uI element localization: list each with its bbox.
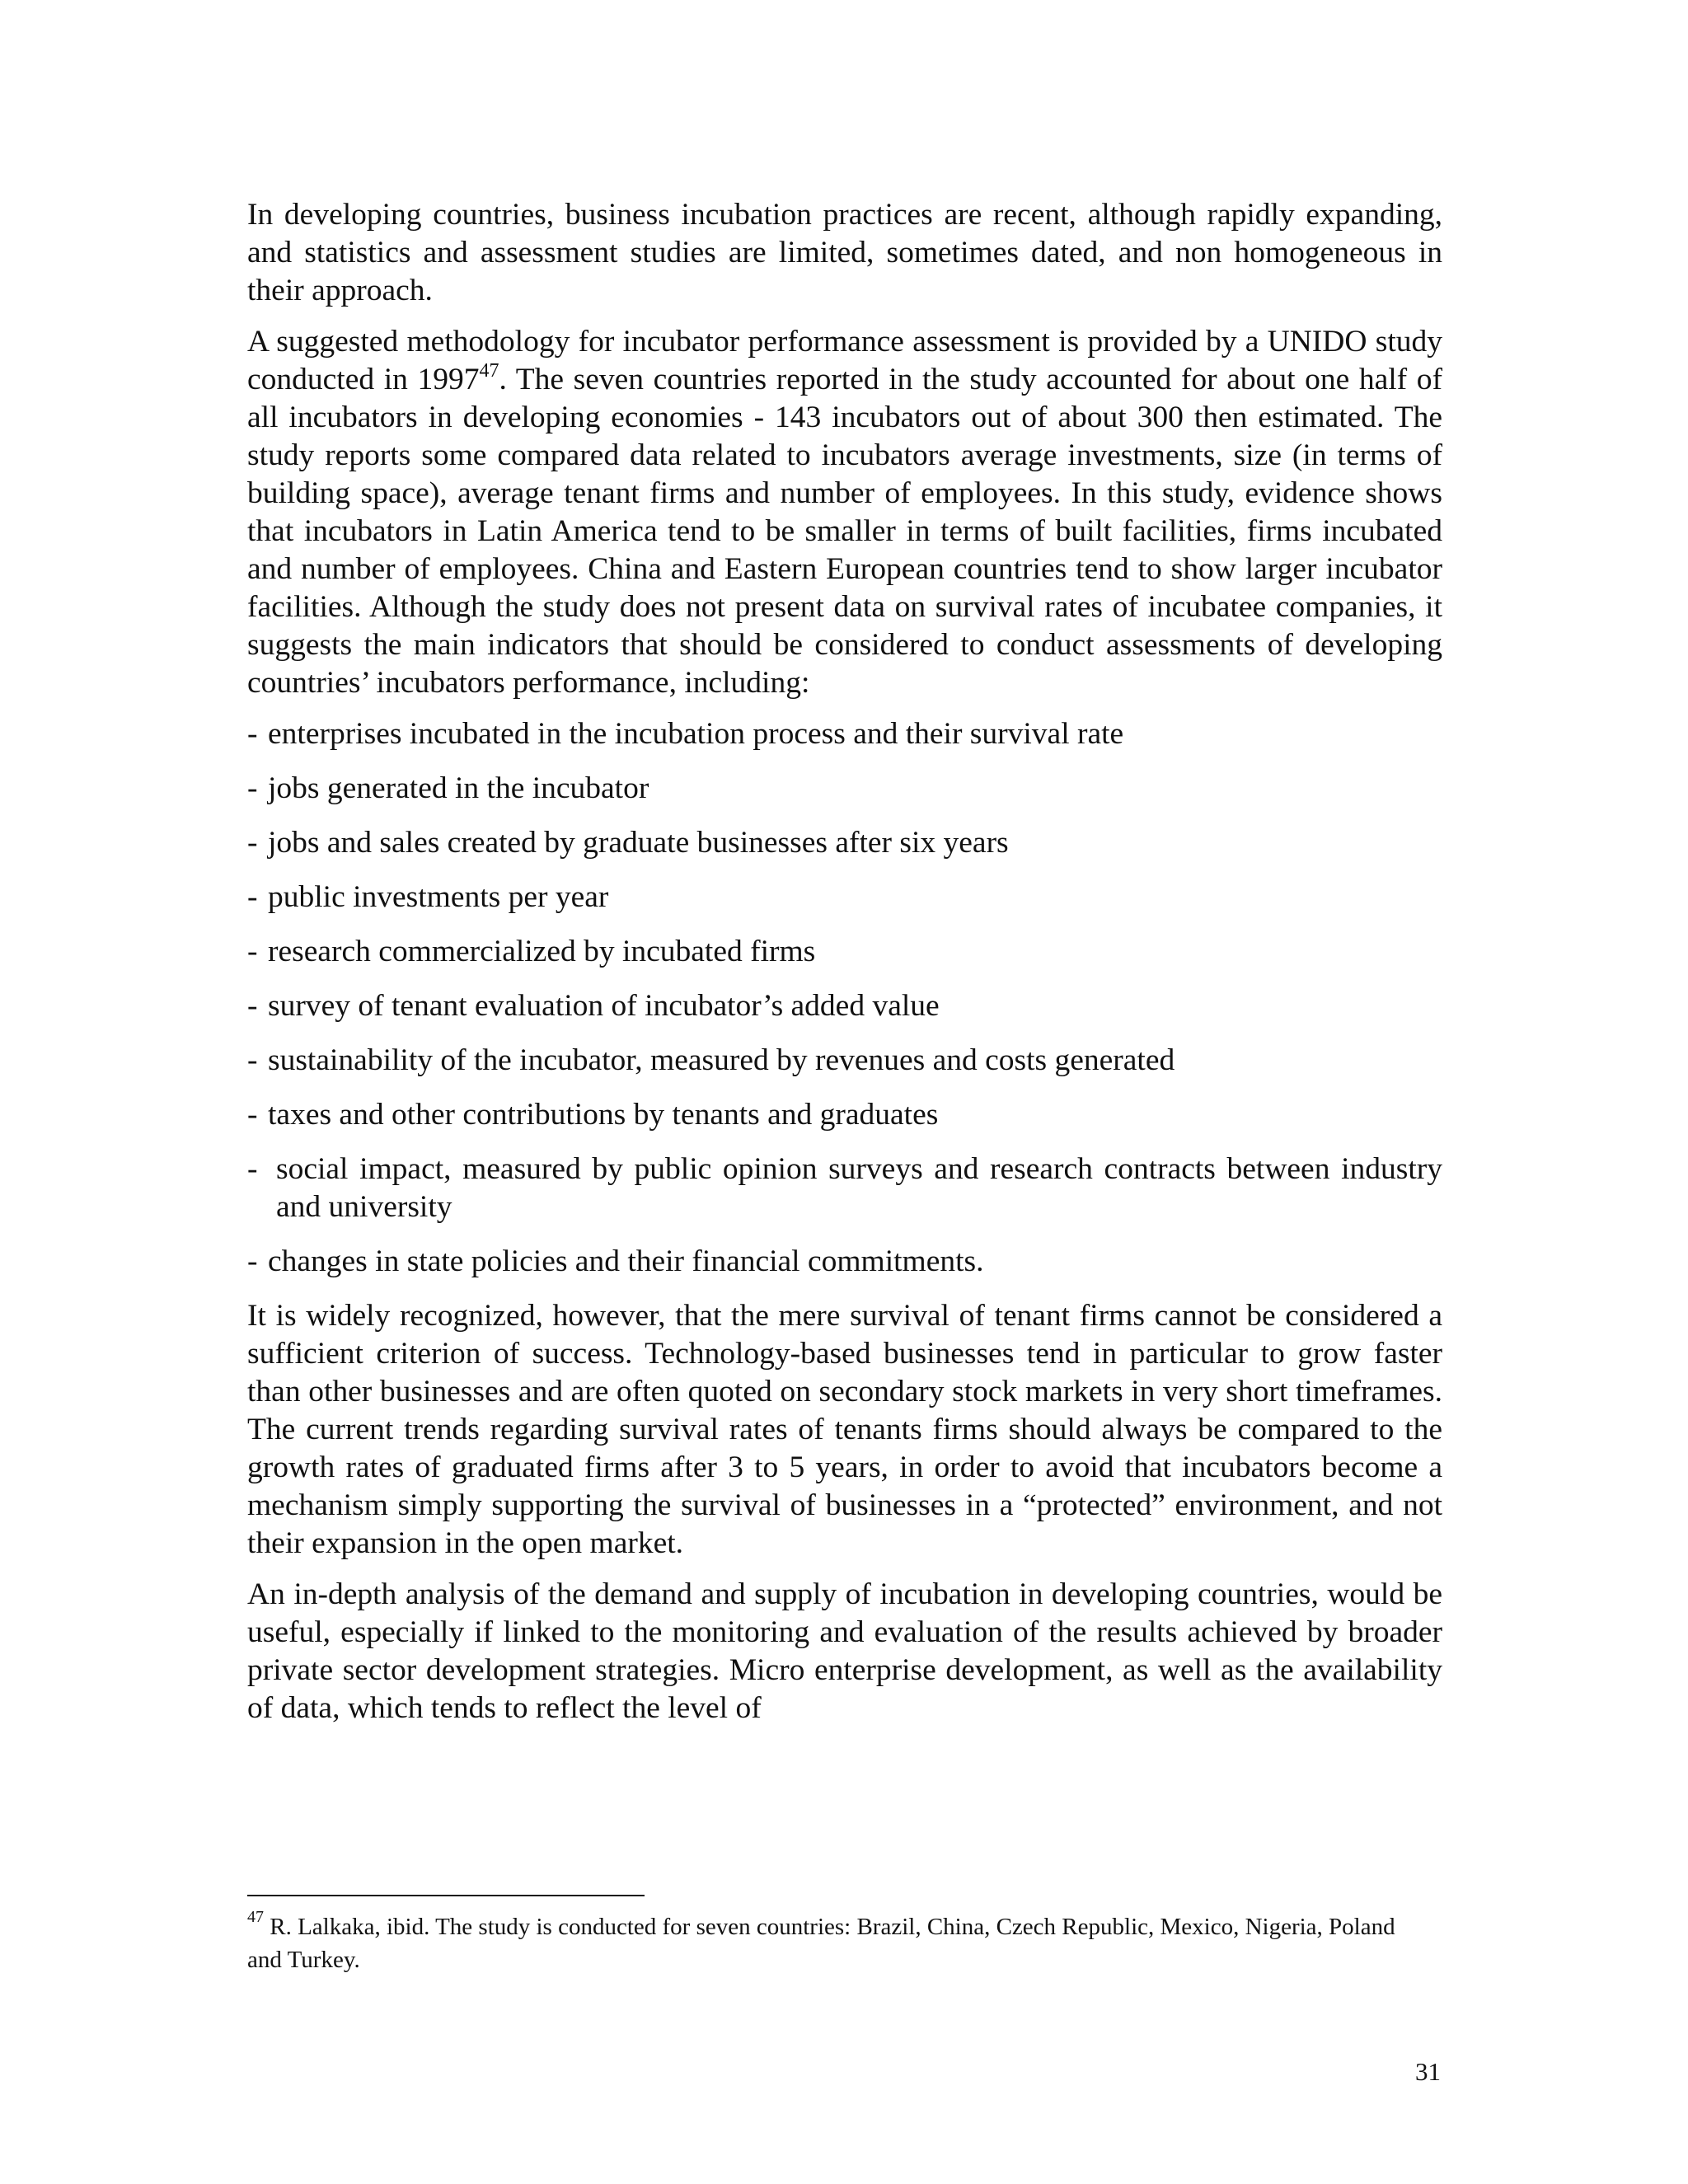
bullet-dash: - <box>247 717 258 751</box>
paragraph-unido-study <box>247 323 1442 702</box>
list-item <box>247 1042 1442 1080</box>
list-item-text: jobs and sales created by graduate businesses after six years <box>268 826 1009 860</box>
list-item <box>247 715 1442 753</box>
list-item <box>247 933 1442 971</box>
paragraph-survival-criterion: It is widely recognized, however, that the mere survival of tenant firms cannot be considered a sufficient criterion of success. Technology-based businesses tend in particular to grow faster than other businesses and are often quoted on secondary stock markets in very short timeframes. The current trends regarding survival rates of tenants firms should always be compared to the growth rates of graduated firms after 3 to 5 years, in order to avoid that incubators become a mechanism simply supporting the survival of businesses in a “protected” environment, and not their expansion in the open market. <box>247 1299 1442 1560</box>
list-item-text: social impact, measured by public opinion surveys and research contracts between industry and university <box>276 1152 1442 1224</box>
bullet-dash: - <box>247 1152 258 1186</box>
bullet-dash: - <box>247 880 258 914</box>
footnote-reference[interactable]: 47 <box>479 359 499 382</box>
list-item-text: jobs generated in the incubator <box>268 771 649 805</box>
indicator-list <box>247 715 1442 1281</box>
bullet-dash: - <box>247 1244 258 1278</box>
bullet-dash: - <box>247 935 258 968</box>
list-item <box>247 1151 1442 1226</box>
bullet-dash: - <box>247 826 258 860</box>
footnote-number: 47 <box>247 1908 264 1927</box>
list-item-text: changes in state policies and their financial commitments. <box>268 1244 984 1278</box>
list-item <box>247 1243 1442 1281</box>
paragraph-intro: In developing countries, business incubation practices are recent, although rapidly expanding, and statistics and assessment studies are limited, sometimes dated, and non homogeneous in their approach. <box>247 198 1442 307</box>
bullet-dash: - <box>247 1098 258 1132</box>
list-item-text: public investments per year <box>268 880 609 914</box>
paragraph-unido-text-before: A suggested methodology for incubator performance assessment is provided by a UNIDO study conducted in 1997 <box>247 325 1442 396</box>
list-item-text: enterprises incubated in the incubation process and their survival rate <box>268 717 1124 751</box>
list-item <box>247 879 1442 916</box>
bullet-dash: - <box>247 771 258 805</box>
list-item <box>247 1096 1442 1134</box>
list-item-text: taxes and other contributions by tenants and graduates <box>268 1098 939 1132</box>
paragraph-in-depth-analysis: An in-depth analysis of the demand and supply of incubation in developing countries, would be useful, especially if linked to the monitoring and evaluation of the results achieved by broader private sector development strategies. Micro enterprise development, as well as the availability of data, which tends to reflect the level of <box>247 1577 1442 1725</box>
list-item-text: research commercialized by incubated firms <box>268 935 816 968</box>
list-item <box>247 770 1442 808</box>
list-item-text: survey of tenant evaluation of incubator’s added value <box>268 989 940 1023</box>
footnote-text: R. Lalkaka, ibid. The study is conducted for seven countries: Brazil, China, Czech Republic, Mexico, Nigeria, Poland and Turkey. <box>247 1914 1395 1973</box>
page-number: 31 <box>1415 2057 1441 2086</box>
list-item-text: sustainability of the incubator, measured by revenues and costs generated <box>268 1043 1175 1077</box>
bullet-dash: - <box>247 1043 258 1077</box>
list-item <box>247 824 1442 862</box>
list-item <box>247 987 1442 1025</box>
page-body <box>247 196 1442 1741</box>
bullet-dash: - <box>247 989 258 1023</box>
footnote <box>247 1910 1418 1976</box>
footnote-divider <box>247 1895 645 1896</box>
paragraph-unido-text-after: . The seven countries reported in the study accounted for about one half of all incubators in developing economies - 143 incubators out of about 300 then estimated. The study reports some compared data related to incubators average investments, size (in terms of building space), average tenant firms and number of employees. In this study, evidence shows that incubators in Latin America tend to be smaller in terms of built facilities, firms incubated and number of employees. China and Eastern European countries tend to show larger incubator facilities. Although the study does not present data on survival rates of incubatee companies, it suggests the main indicators that should be considered to conduct assessments of developing countries’ incubators performance, including: <box>247 363 1442 700</box>
